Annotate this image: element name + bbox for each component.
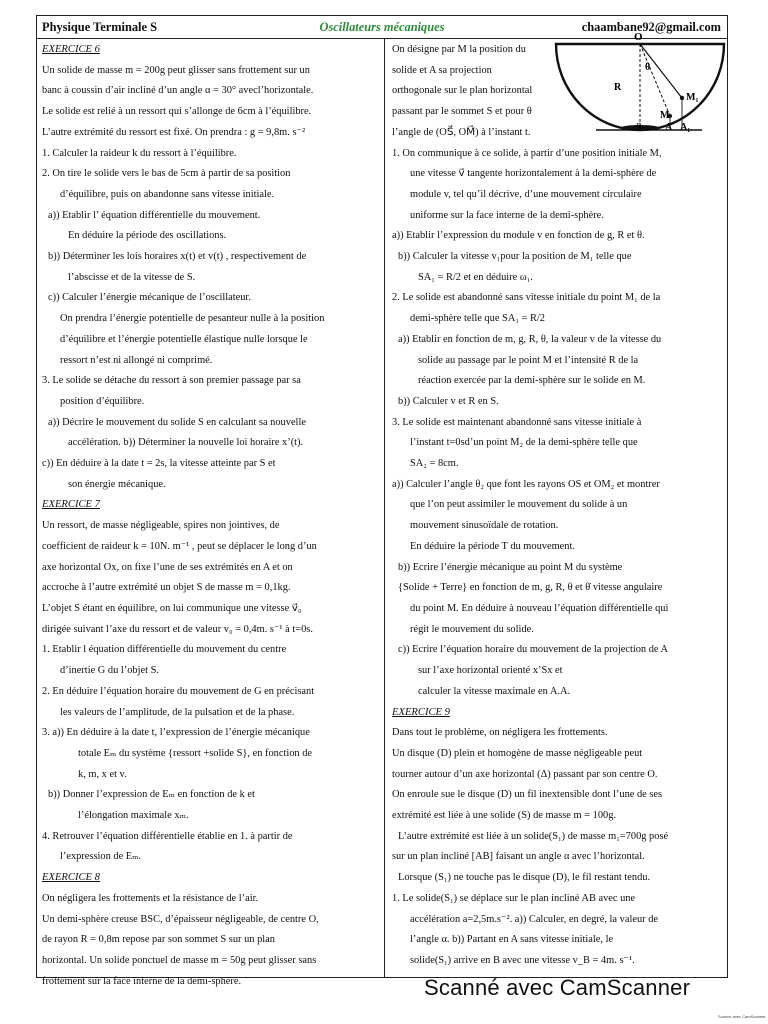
right-text-line: uniforme sur la face interne de la demi-sphère. xyxy=(410,209,604,221)
left-text-line: On négligera les frottements et la résistance de l’air. xyxy=(42,892,259,904)
header-course: Physique Terminale S xyxy=(42,20,157,34)
left-text-line: c)) Calculer l’énergie mécanique de l’oscillateur. xyxy=(48,292,251,304)
right-text-line: l’angle de (OS⃗, OM⃗) à l’instant t. xyxy=(392,126,531,138)
right-text-line: solide(S₁) arrive en B avec une vitesse v_B = 4m. s⁻¹. xyxy=(410,954,635,966)
right-text-line: régit le mouvement du solide. xyxy=(410,623,534,635)
left-text-line: On prendra l’énergie potentielle de pesanteur nulle à la position xyxy=(60,313,325,325)
right-text-line: l’instant t=0sd’un point M₂ de la demi-sphère telle que xyxy=(410,437,638,449)
exercise-heading: EXERCICE 6 xyxy=(42,44,100,55)
left-text-line: k, m, x et v. xyxy=(78,768,127,780)
left-text-line: dirigée suivant l’axe du ressort et de valeur v₀ = 0,4m. s⁻¹ à t=0s. xyxy=(42,623,313,635)
right-text-line: sur l’axe horizontal orienté x’Sx et xyxy=(418,665,563,677)
right-text-line: L’autre extrémité est liée à un solide(S₁) de masse m₁=700g posé xyxy=(398,830,669,842)
left-text-line: L’objet S étant en équilibre, on lui communique une vitesse v⃗₀ xyxy=(42,602,302,614)
left-text-line: totale Eₘ du système {ressort +solide S}, en fonction de xyxy=(78,747,313,759)
worksheet-frame xyxy=(36,15,728,987)
right-text-line: b)) Calculer v et R en S. xyxy=(398,395,499,407)
left-text-line: Un solide de masse m = 200g peut glisser sans frottement sur un xyxy=(42,64,310,76)
right-text-line: accélération a=2,5m.s⁻². a)) Calculer, en degré, la valeur de xyxy=(410,913,658,925)
left-text-line: d’équilibre et l’énergie potentielle élastique nulle lorsque le xyxy=(60,333,308,345)
left-text-line: d’équilibre, puis on abandonne sans vitesse initiale. xyxy=(60,188,275,200)
left-text-line: ressort n’est ni allongé ni comprimé. xyxy=(60,354,213,366)
right-text-line: a)) Etablir en fonction de m, g, R, θ, la valeur v de la vitesse du xyxy=(398,333,662,345)
left-text-line: l’expression de Eₘ. xyxy=(60,851,142,863)
left-text-line: a)) Etablir l’ équation différentielle du mouvement. xyxy=(48,209,261,221)
right-text-line: Lorsque (S₁) ne touche pas le disque (D), le fil restant tendu. xyxy=(398,872,651,884)
left-text-line: axe horizontal Ox, on fixe l’une de ses extrémités en A et on xyxy=(42,561,293,573)
header-topic: Oscillateurs mécaniques xyxy=(319,20,445,34)
left-text-line: horizontal. Un solide ponctuel de masse m = 50g peut glisser sans xyxy=(42,954,317,966)
right-text-line: calculer la vitesse maximale en A.A. xyxy=(418,685,571,697)
right-text-line: c)) Ecrire l’équation horaire du mouvement de la projection de A xyxy=(398,644,669,656)
header-email: chaambane92@gmail.com xyxy=(581,20,721,34)
right-text-line: solide et A sa projection xyxy=(392,64,492,76)
left-column xyxy=(42,40,378,992)
right-text-line: passant par le sommet S et pour θ xyxy=(392,106,532,118)
left-text-line: Un demi-sphère creuse BSC, d’épaisseur négligeable, de centre O, xyxy=(42,913,319,925)
label-m1: M₁ xyxy=(686,92,699,103)
left-text-line: 2. En déduire l’équation horaire du mouvement de G en précisant xyxy=(42,685,315,697)
right-text-line: En déduire la période T du mouvement. xyxy=(410,540,575,552)
label-a1: A₁ xyxy=(680,122,691,133)
left-text-line: 1. Calculer la raideur k du ressort à l’équilibre. xyxy=(42,147,237,159)
right-text-line: demi-sphère telle que SA₁ = R/2 xyxy=(410,313,546,325)
left-text-line: 4. Retrouver l’équation différentielle établie en 1. à partir de xyxy=(42,830,293,842)
left-text-line: Le solide est relié à un ressort qui s’allonge de 6cm à l’équilibre. xyxy=(42,106,312,118)
right-text-line: sur un plan incliné [AB] faisant un angle α avec l’horizontal. xyxy=(392,851,645,863)
right-text-line: On désigne par M la position du xyxy=(392,44,526,55)
right-text-line: a)) Calculer l’angle θ₂ que font les rayons OS et OM₂ et montrer xyxy=(392,478,660,490)
right-text-line: 1. Le solide(S₁) se déplace sur le plan incliné AB avec une xyxy=(392,892,636,904)
right-text-line: b)) Ecrire l’énergie mécanique au point M du système xyxy=(398,561,623,573)
point-m1 xyxy=(680,96,684,100)
right-text-line: 3. Le solide est maintenant abandonné sans vitesse initiale à xyxy=(392,416,642,428)
right-text-line: 1. On communique à ce solide, à partir d’une position initiale M, xyxy=(392,147,662,159)
exercise-heading: EXERCICE 7 xyxy=(42,499,100,511)
left-text-line: 2. On tire le solide vers le bas de 5cm à partir de sa position xyxy=(42,168,291,180)
scanner-watermark-small: Scanné avec CamScanner xyxy=(718,1014,766,1019)
right-text-line: l’angle α. b)) Partant en A sans vitesse initiale, le xyxy=(410,934,614,946)
right-text-line: Dans tout le problème, on négligera les frottements. xyxy=(392,727,608,739)
right-text-line: b)) Calculer la vitesse v₁pour la position de M₁ telle que xyxy=(398,251,632,263)
left-text-line: En déduire la période des oscillations. xyxy=(68,230,227,242)
label-r: R xyxy=(614,82,622,93)
left-text-line: coefficient de raideur k = 10N. m⁻¹ , peut se déplacer le long d’un xyxy=(42,540,317,552)
right-text-line: orthogonale sur le plan horizontal xyxy=(392,85,533,97)
right-text-line: SA₂ = 8cm. xyxy=(410,458,459,470)
label-o: O xyxy=(634,31,643,43)
right-text-line: {Solide + Terre} en fonction de m, g, R, θ et θ̇ vitesse angulaire xyxy=(398,582,663,594)
column-divider xyxy=(384,38,385,977)
left-text-line: b)) Déterminer les lois horaires x(t) et v(t) , respectivement de xyxy=(48,251,307,263)
label-m: M xyxy=(660,110,670,121)
left-text-line: 3. a)) En déduire à la date t, l’expression de l’énergie mécanique xyxy=(42,727,310,739)
label-s: S xyxy=(636,122,642,133)
left-text-line: accélération. b)) Déterminer la nouvelle loi horaire x’(t). xyxy=(68,437,304,449)
left-text-line: 1. Etablir l équation différentielle du mouvement du centre xyxy=(42,644,287,656)
right-text-line: solide au passage par le point M et l’intensité R de la xyxy=(418,354,639,366)
right-text-line: a)) Etablir l’expression du module v en fonction de g, R et θ. xyxy=(392,230,645,242)
radius-om xyxy=(640,44,670,116)
left-text-line: a)) Décrire le mouvement du solide S en calculant sa nouvelle xyxy=(48,416,306,428)
label-a: A xyxy=(665,122,673,133)
left-text-line: l’abscisse et de la vitesse de S. xyxy=(68,271,196,283)
left-text-line: position d’équilibre. xyxy=(60,395,145,407)
left-text-line: son énergie mécanique. xyxy=(68,478,166,490)
left-text-line: c)) En déduire à la date t = 2s, la vitesse atteinte par S et xyxy=(42,458,276,470)
left-text-line: d’inertie G du l’objet S. xyxy=(60,665,159,677)
right-text-line: module v, tel qu’il décrive, d’une mouvement circulaire xyxy=(410,188,642,200)
right-text-line: On enroule sue le disque (D) un fil inextensible dont l’une de ses xyxy=(392,789,663,801)
right-text-line: tourner autour d’un axe horizontal (Δ) passant par son centre O. xyxy=(392,768,658,780)
exercise-heading: EXERCICE 9 xyxy=(392,706,450,718)
left-text-line: banc à coussin d’air incliné d’un angle α = 30° avecl’horizontale. xyxy=(42,85,314,97)
scanner-watermark: Scanné avec CamScanner xyxy=(424,975,691,1000)
left-text-line: 3. Le solide se détache du ressort à son premier passage par sa xyxy=(42,375,301,387)
left-text-line: l’élongation maximale xₘ. xyxy=(78,810,189,822)
left-text-line: L’autre extrémité du ressort est fixé. On prendra : g = 9,8m. s⁻² xyxy=(42,126,306,138)
left-text-line: accroche à l’autre extrémité un objet S de masse m = 0,1kg. xyxy=(42,582,291,594)
right-text-line: une vitesse v⃗ tangente horizontalement à la demi-sphère de xyxy=(410,168,657,180)
left-text-line: frottement sur la face interne de la demi-sphère. xyxy=(42,975,242,987)
right-text-line: mouvement sinusoïdale de rotation. xyxy=(410,520,559,532)
left-text-line: les valeurs de l’amplitude, de la pulsation et de la phase. xyxy=(60,706,295,718)
right-text-line: du point M. En déduire à nouveau l’équation différentielle qui xyxy=(410,602,669,614)
hemisphere-figure xyxy=(550,18,730,136)
right-text-line: SA₁ = R/2 et en déduire ω₁. xyxy=(418,271,533,283)
label-theta: θ xyxy=(645,62,651,73)
left-text-line: Un ressort, de masse négligeable, spires non jointives, de xyxy=(42,520,280,532)
right-column xyxy=(392,40,724,972)
right-text-line: réaction exercée par la demi-sphère sur le solide en M. xyxy=(418,375,646,387)
exercise-heading: EXERCICE 8 xyxy=(42,872,100,884)
right-text-line: que l’on peut assimiler le mouvement du solide à un xyxy=(410,499,628,511)
left-text-line: b)) Donner l’expression de Eₘ en fonction de k et xyxy=(48,789,255,801)
right-text-line: Un disque (D) plein et homogène de masse négligeable peut xyxy=(392,747,643,759)
right-text-line: extrémité est liée à une solide (S) de masse m = 100g. xyxy=(392,810,617,822)
left-text-line: de rayon R = 0,8m repose par son sommet S sur un plan xyxy=(42,934,275,946)
right-text-line: 2. Le solide est abandonné sans vitesse initiale du point M₁ de la xyxy=(392,292,661,304)
